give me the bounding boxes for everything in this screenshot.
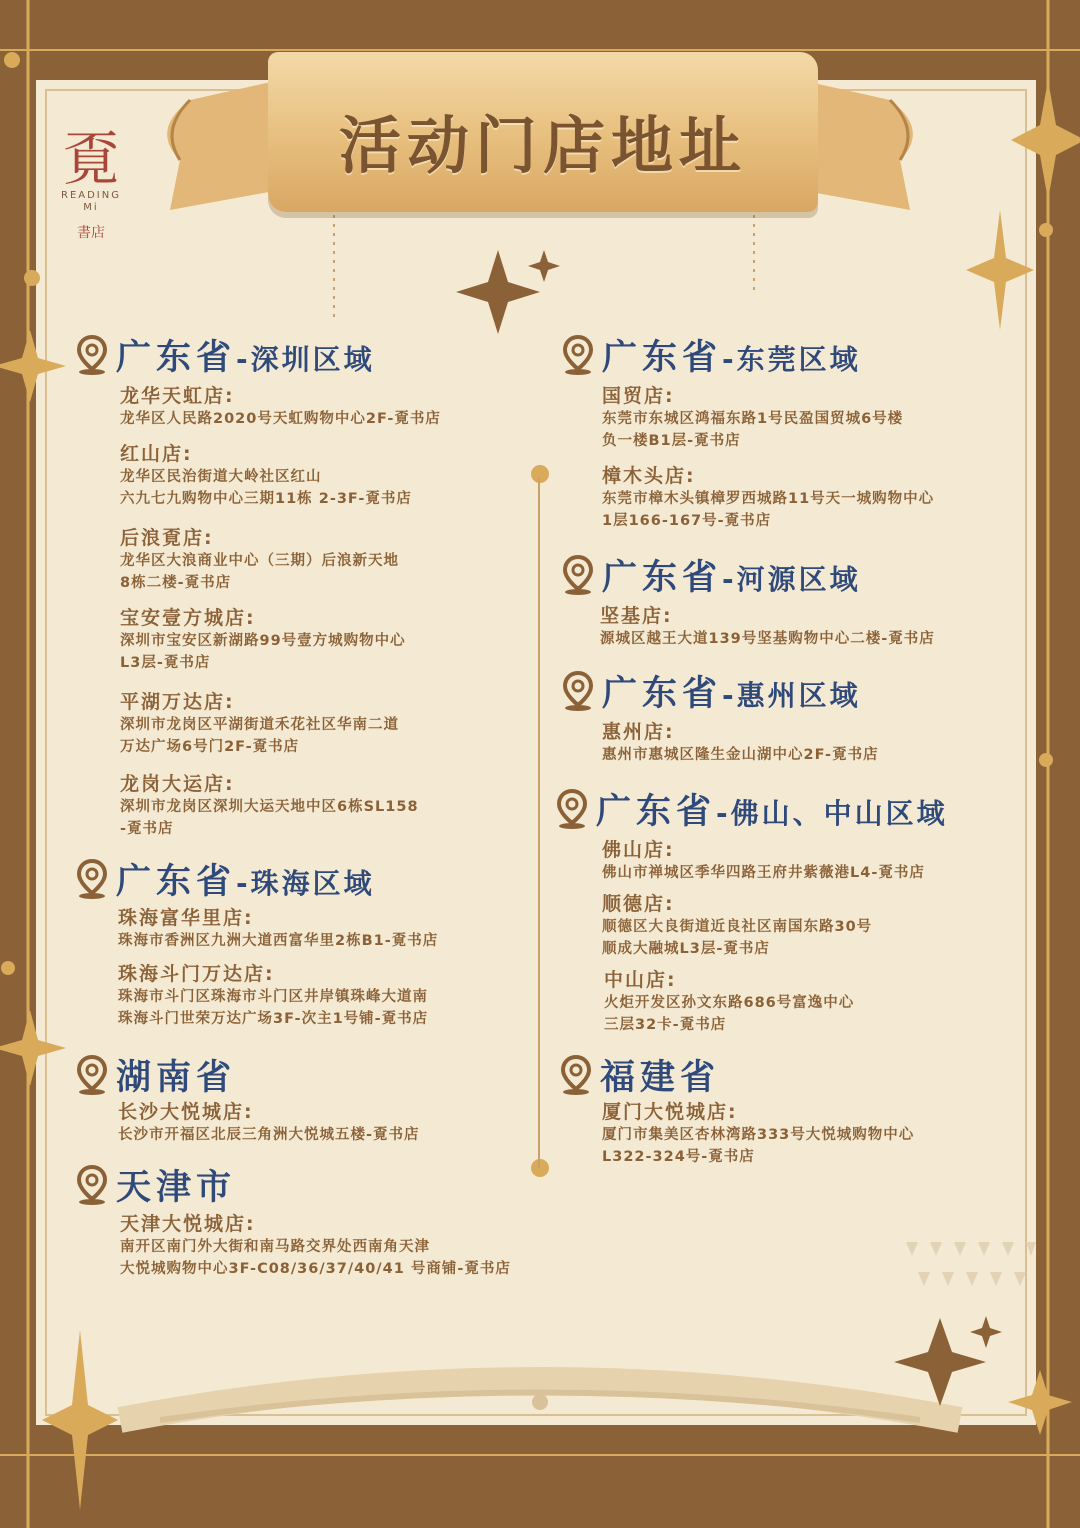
region-title: 天津市: [116, 1168, 237, 1208]
banner-left-curl: [150, 70, 280, 220]
region-title: 广东省-惠州区域: [602, 674, 861, 714]
store-zhuhai-fuhuali: 珠海富华里店: 珠海市香洲区九洲大道西富华里2栋B1-覔书店: [118, 907, 439, 949]
region-dongguan: [562, 330, 861, 380]
location-pin-icon: [556, 789, 588, 829]
store-tianjin-dayuecheng: 天津大悦城店: 南开区南门外大街和南马路交界处西南角天津 大悦城购物中心3F-C08/36/37/40/41 号商铺-覔书店: [120, 1213, 511, 1277]
location-pin-icon: [76, 1055, 108, 1095]
store-pinghu-wanda: 平湖万达店: 深圳市龙岗区平湖街道禾花社区华南二道 万达广场6号门2F-覔书店: [120, 691, 399, 755]
region-title: 广东省-深圳区域: [116, 338, 375, 378]
region-title: 湖南省: [116, 1058, 237, 1098]
store-guomao: 国贸店: 东莞市东城区鸿福东路1号民盈国贸城6号楼 负一楼B1层-覔书店: [602, 385, 904, 449]
region-heyuan: [562, 550, 861, 600]
store-hongshan: 红山店: 龙华区民治街道大岭社区红山 六九七九购物中心三期11栋 2-3F-覔书店: [120, 443, 412, 507]
location-pin-icon: [76, 335, 108, 375]
region-title: 广东省-东莞区域: [602, 338, 861, 378]
location-pin-icon: [560, 1055, 592, 1095]
page-title: 活动门店地址: [338, 109, 747, 182]
store-zhuhai-doumen-wanda: 珠海斗门万达店: 珠海市斗门区珠海市斗门区井岸镇珠峰大道南 珠海斗门世荣万达广场3F-次主1号铺-覔书店: [118, 963, 429, 1027]
store-changsha-dayuecheng: 长沙大悦城店: 长沙市开福区北辰三角洲大悦城五楼-覔书店: [118, 1101, 420, 1143]
store-baoan-yifangcheng: 宝安壹方城店: 深圳市宝安区新湖路99号壹方城购物中心 L3层-覔书店: [120, 607, 406, 671]
logo-en-line2: Mi: [83, 202, 99, 213]
region-huizhou: [562, 666, 861, 716]
banner-right-curl: [800, 70, 930, 220]
region-fujian: [560, 1050, 720, 1100]
location-pin-icon: [562, 335, 594, 375]
logo-cn: 書店: [77, 225, 105, 241]
store-longhua-tianhong: 龙华天虹店: 龙华区人民路2020号天虹购物中心2F-覔书店: [120, 385, 441, 427]
region-zhuhai: [76, 854, 375, 904]
brand-logo: [56, 125, 126, 242]
store-houlang: 后浪覔店: 龙华区大浪商业中心（三期）后浪新天地 8栋二楼-覔书店: [120, 527, 399, 591]
location-pin-icon: [562, 555, 594, 595]
region-title: 广东省-佛山、中山区域: [596, 792, 948, 832]
region-hunan: [76, 1050, 236, 1100]
logo-glyph: 覔: [61, 125, 120, 193]
store-huizhou: 惠州店: 惠州市惠城区隆生金山湖中心2F-覔书店: [602, 721, 879, 763]
logo-en-line1: READING: [61, 190, 121, 201]
store-longgang-dayun: 龙岗大运店: 深圳市龙岗区深圳大运天地中区6栋SL158 -覔书店: [120, 773, 419, 837]
region-foshan-zhongshan: [556, 784, 948, 834]
region-title: 广东省-河源区域: [602, 558, 861, 598]
location-pin-icon: [76, 1165, 108, 1205]
store-xiamen-dayuecheng: 厦门大悦城店: 厦门市集美区杏林湾路333号大悦城购物中心 L322-324号-覔书店: [602, 1101, 915, 1165]
column-divider: [538, 478, 540, 1168]
store-zhangmutou: 樟木头店: 东莞市樟木头镇樟罗西城路11号天一城购物中心 1层166-167号-覔书店: [602, 465, 935, 529]
location-pin-icon: [562, 671, 594, 711]
store-jianji: 坚基店: 源城区越王大道139号坚基购物中心二楼-覔书店: [600, 605, 935, 647]
region-tianjin: [76, 1160, 236, 1210]
store-shunde: 顺德店: 顺德区大良街道近良社区南国东路30号 顺成大融城L3层-覔书店: [602, 893, 873, 957]
location-pin-icon: [76, 859, 108, 899]
region-title: 广东省-珠海区域: [116, 862, 375, 902]
region-title: 福建省: [600, 1058, 721, 1098]
store-zhongshan: 中山店: 火炬开发区孙文东路686号富逸中心 三层32卡-覔书店: [604, 969, 855, 1033]
region-shenzhen: [76, 330, 375, 380]
store-foshan: 佛山店: 佛山市禅城区季华四路王府井紫薇港L4-覔书店: [602, 839, 925, 881]
